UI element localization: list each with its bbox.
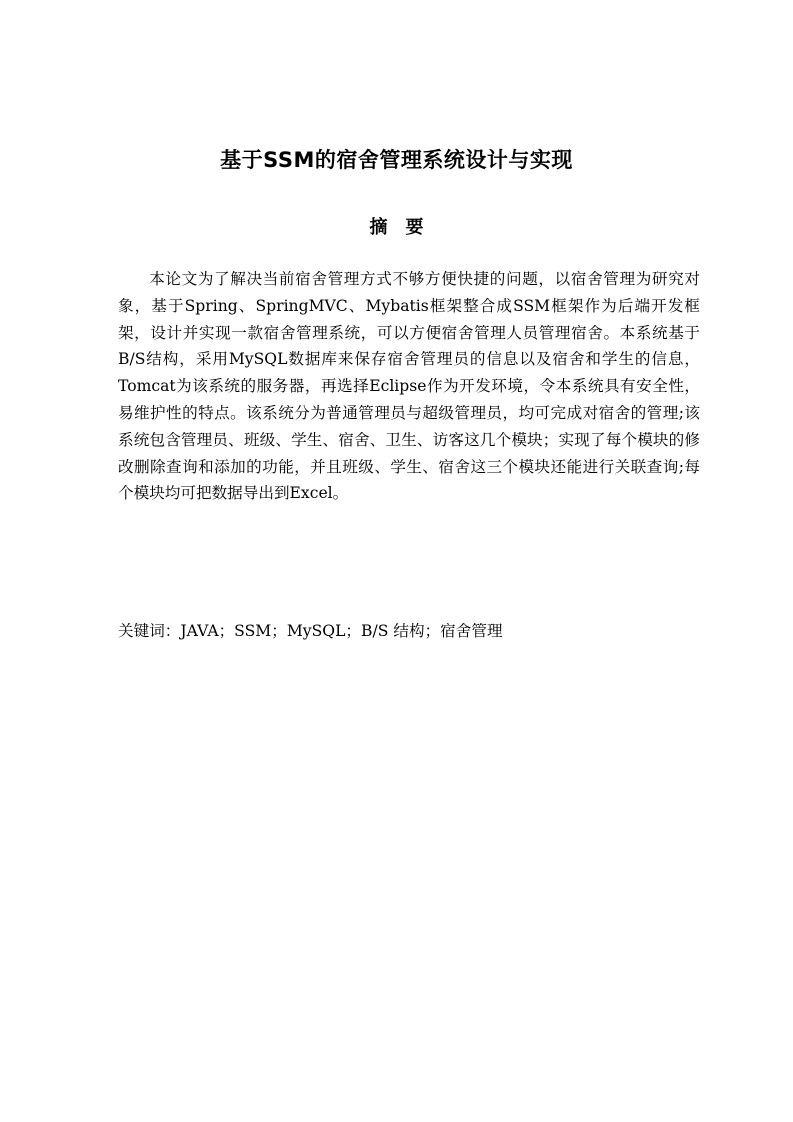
abstract-heading: 摘要: [369, 217, 442, 238]
abstract-body: 本论文为了解决当前宿舍管理方式不够方便快捷的问题，以宿舍管理为研究对象，基于Spring、SpringMVC、Mybatis框架整合成SSM框架作为后端开发框架，设计并实现一款宿舍管理系统，可以方便宿舍管理人员管理宿舍。本系统基于B/S结构，采用MySQL数据库来保存宿舍管理员的信息以及宿舍和学生的信息，Tomcat为该系统的服务器，再选择Eclipse作为开发环境，令本系统具有安全性，易维护性的特点。该系统分为普通管理员与超级管理员，均可完成对宿舍的管理;该系统包含管理员、班级、学生、宿舍、卫生、访客这几个模块；实现了每个模块的修改删除查询和添加的功能，并且班级、学生、宿舍这三个模块还能进行关联查询;每个模块均可把数据导出到Excel。: [118, 270, 700, 503]
keywords-line: [118, 618, 700, 644]
keywords-label: 关键词：: [118, 622, 181, 640]
keywords-text: JAVA；SSM；MySQL；B/S 结构；宿舍管理: [180, 622, 503, 640]
paper-title: 基于SSM的宿舍管理系统设计与实现: [220, 148, 573, 172]
